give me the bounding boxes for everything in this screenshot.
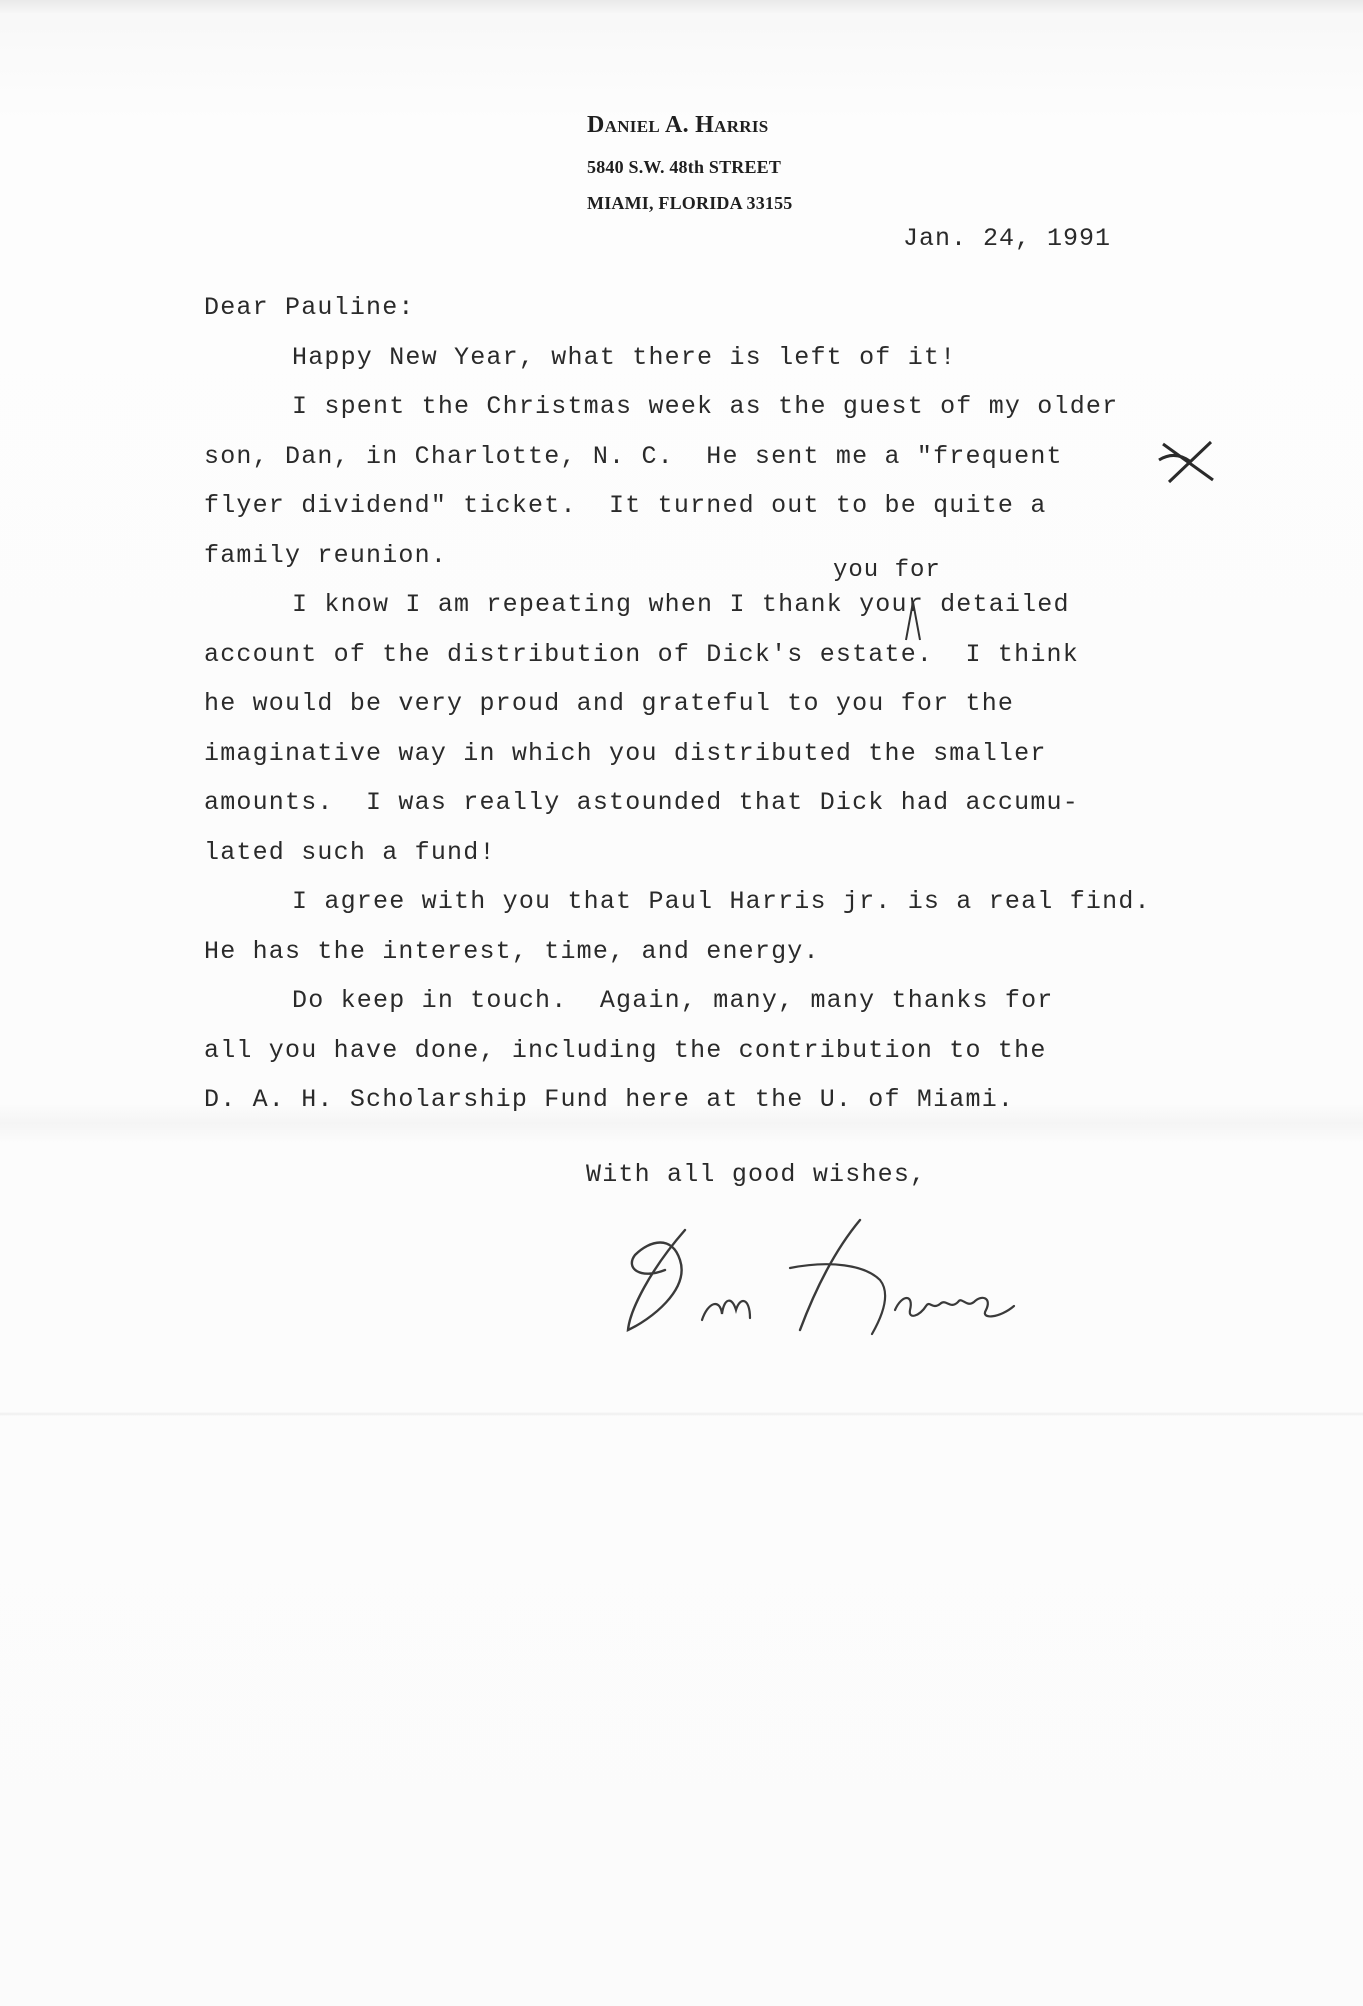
- strikeout-mark: [1155, 436, 1223, 486]
- paragraph-line: I know I am repeating when I thank your detailed: [292, 590, 1070, 619]
- paragraph-line: imaginative way in which you distributed the smaller: [204, 738, 1047, 768]
- paragraph-line: family reunion.: [204, 540, 448, 570]
- closing: With all good wishes,: [586, 1160, 927, 1189]
- paragraph-line: lated such a fund!: [204, 837, 496, 867]
- paragraph-line: amounts. I was really astounded that Dick had accumu-: [204, 788, 1079, 817]
- paragraph-line: I spent the Christmas week as the guest of my older: [292, 392, 1119, 421]
- paper-top-edge: [0, 0, 1363, 14]
- letterhead-name: Daniel A. Harris: [587, 112, 769, 138]
- letterhead-city: MIAMI, FLORIDA 33155: [587, 193, 793, 213]
- letterhead: [587, 112, 793, 221]
- handwritten-insertion: you for: [833, 557, 941, 584]
- paragraph-line: Do keep in touch. Again, many, many thanks for: [292, 986, 1054, 1015]
- paper-fold-crease: [0, 1412, 1363, 1416]
- paragraph-line: Happy New Year, what there is left of it!: [292, 342, 957, 372]
- letter-body: [204, 283, 1254, 1125]
- paragraph-line: son, Dan, in Charlotte, N. C. He sent me a "frequent: [204, 441, 1063, 471]
- paragraph-line: He has the interest, time, and energy.: [204, 936, 820, 966]
- letterhead-street: 5840 S.W. 48th STREET: [587, 157, 782, 177]
- paragraph-line: all you have done, including the contribution to the: [204, 1035, 1047, 1065]
- salutation: Dear Pauline:: [204, 293, 415, 322]
- paragraph-line: he would be very proud and grateful to you for the: [204, 689, 1015, 718]
- insertion-caret: [904, 598, 922, 642]
- paragraph-line: D. A. H. Scholarship Fund here at the U. of Miami.: [204, 1085, 1015, 1114]
- paragraph-line: I agree with you that Paul Harris jr. is a real find.: [292, 887, 1151, 916]
- handwritten-signature: [610, 1210, 1080, 1345]
- paragraph-line: account of the distribution of Dick's estate. I think: [204, 639, 1079, 669]
- letter-date: Jan. 24, 1991: [903, 224, 1112, 253]
- paragraph-line: flyer dividend" ticket. It turned out to be quite a: [204, 491, 1047, 520]
